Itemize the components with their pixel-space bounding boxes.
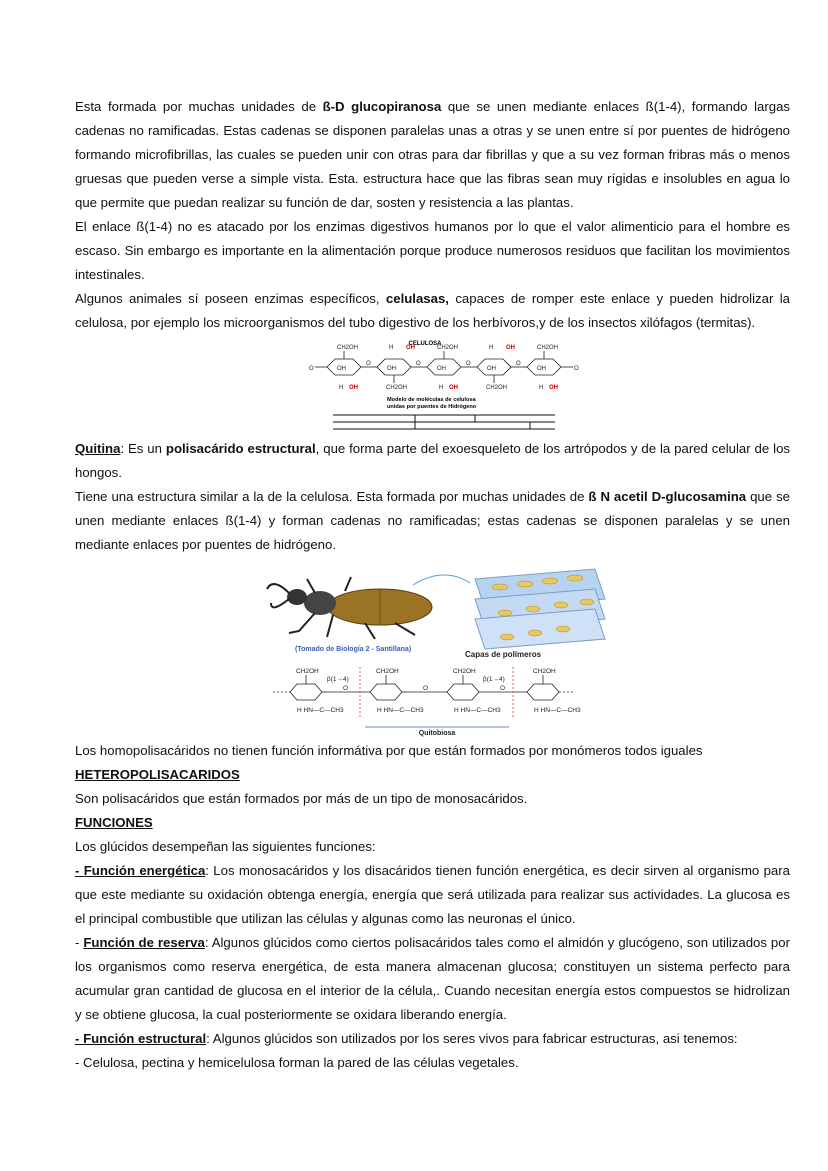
quitina-paragraph-2	[75, 485, 790, 557]
ch2oh-label: CH2OH	[453, 668, 476, 675]
celulosa-paragraph-3	[75, 287, 790, 335]
ch2oh-label: CH2OH	[386, 385, 408, 391]
o-label: O	[343, 685, 349, 692]
text-run: : Es un	[120, 441, 166, 456]
text-run: : Algunos glúcidos como ciertos polisacáridos tales como el almidón y glucógeno, son utilizados por los organismos como reserva energética, de esta manera almacenan glucosa; constituyen un sistema perfecto para acumular gran cantidad de glucosa en el interior de la célula,. Cuando necesitan energía estos compuestos se hidrolizan y se obtiene glucosa, la cual posteriormente se oxidara liberando energía.	[75, 935, 790, 1022]
o-label: O	[466, 361, 471, 367]
funcion-estructural	[75, 1027, 790, 1051]
cellulose-title: CELULOSA	[408, 341, 442, 347]
bold-term: polisacárido estructural	[165, 441, 316, 456]
oh-label: OH	[349, 385, 358, 391]
bond-label: β(1→4)	[327, 676, 349, 683]
chitin-diagram	[75, 567, 790, 739]
text-run: : Los monosacáridos y los disacáridos tienen función energética, es decir sirven al organismo para que este mediante su oxidación obtenga energía, energía que será utilizada para realizar sus actividades. La glucosa es el principal combustible que utilizan las células y algunas como las neuronas el único.	[75, 863, 790, 926]
oh-label: OH	[537, 366, 546, 372]
quitina-paragraph-1	[75, 437, 790, 485]
beetle-thorax	[304, 591, 336, 615]
bond-label: β(1→4)	[483, 676, 505, 683]
estructural-item-1: - Celulosa, pectina y hemicelulosa forman la pared de las células vegetales.	[75, 1055, 519, 1070]
cellulose-diagram	[75, 337, 790, 433]
homopolisacaridos-text: Los homopolisacáridos no tienen función informátiva por que están formados por monómeros todos iguales	[75, 743, 703, 758]
text-run: que se unen mediante enlaces ß(1-4) y forman cadenas no ramificadas; estas cadenas se disponen paralelas y se unen mediante enlaces por puentes de hidrógeno.	[75, 489, 790, 552]
h-label: H	[339, 385, 344, 391]
o-label: O	[416, 361, 421, 367]
text-run: capaces de romper este enlace y pueden hidrolizar la celulosa, por ejemplo los microorganismos del tubo digestivo de los herbívoros,y de los insectos xilófagos (termitas).	[75, 291, 790, 330]
oh-label: OH	[449, 385, 458, 391]
text-run: Algunos animales sí poseen enzimas específicos,	[75, 291, 386, 306]
chitin-chain	[273, 667, 575, 727]
layers-label: Capas de polímeros	[465, 650, 542, 659]
function-term: Función estructural	[83, 1031, 207, 1046]
o-label: O	[516, 361, 521, 367]
nh-label: H HN—C—CH3	[534, 707, 581, 714]
oh-label: OH	[487, 366, 496, 372]
nh-label: H HN—C—CH3	[454, 707, 501, 714]
dash: -	[75, 1031, 84, 1046]
text-run: , que forma parte del exoesqueleto de los artrópodos y de la pared celular de los hongos.	[75, 441, 790, 480]
funcion-energetica	[75, 859, 790, 931]
document-page	[75, 95, 790, 1075]
cellulose-caption-line-1: Modelo de moléculas de celulosa	[387, 397, 476, 403]
h-label: H	[439, 385, 444, 391]
nh-label: H HN—C—CH3	[377, 707, 424, 714]
cellulose-figure	[75, 337, 790, 433]
text-run: Tiene una estructura similar a la de la celulosa. Esta formada por muchas unidades de	[75, 489, 589, 504]
celulosa-paragraph-2: El enlace ß(1-4) no es atacado por los enzimas digestivos humanos por lo que el valor alimenticio para el hombre es escaso. Sin embargo es importante en la alimentación porque produce numerosos residuos que facilitan los movimientos intestinales.	[75, 219, 790, 282]
o-label: O	[366, 361, 371, 367]
dash: -	[75, 935, 84, 950]
nh-label: H HN—C—CH3	[297, 707, 344, 714]
funcion-reserva	[75, 931, 790, 1027]
text-run: : Algunos glúcidos son utilizados por los seres vivos para fabricar estructuras, asi tenemos:	[206, 1031, 738, 1046]
heteropolisacaridos-heading: HETEROPOLISACARIDOS	[75, 767, 240, 782]
ch2oh-label: CH2OH	[486, 385, 508, 391]
ch2oh-label: CH2OH	[296, 668, 319, 675]
funciones-intro: Los glúcidos desempeñan las siguientes funciones:	[75, 839, 376, 854]
quitobiosa-label: Quitobiosa	[418, 730, 456, 737]
beetle-illustration	[267, 577, 432, 639]
chitin-figure	[75, 567, 790, 739]
oh-label: OH	[437, 366, 446, 372]
microfibril-lines	[333, 415, 555, 429]
h-label: H	[539, 385, 544, 391]
quitina-term: Quitina	[75, 441, 121, 456]
oh-label: OH	[406, 345, 415, 351]
dash: -	[75, 863, 84, 878]
cellulose-caption-line-2: unidas por puentes de Hidrógeno	[387, 404, 477, 410]
o-label: O	[423, 685, 429, 692]
ch2oh-label: CH2OH	[533, 668, 556, 675]
text-run: Esta formada por muchas unidades de	[75, 99, 323, 114]
function-term: Función de reserva	[83, 935, 205, 950]
beetle-head	[287, 589, 307, 605]
funciones-heading: FUNCIONES	[75, 815, 153, 830]
heteropolisacaridos-text: Son polisacáridos que están formados por más de un tipo de monosacáridos.	[75, 791, 528, 806]
h-label: H	[389, 345, 394, 351]
oh-label: OH	[506, 345, 515, 351]
o-label: O	[309, 366, 314, 372]
text-run: que se unen mediante enlaces ß(1-4), formando largas cadenas no ramificadas. Estas cadenas se disponen paralelas unas a otras y se unen entre sí por puentes de hidrógeno formando microfibrillas, las cuales se pueden unir con otras para dar fibrillas y que a su vez forman fribras más o menos gruesas que pueden verse a simple vista. Esta. estructura hace que las fibras sean muy rígidas e insolubles en agua lo que permite que puedan realizar su función de dar, sosten y resistencia a las plantas.	[75, 99, 790, 210]
bold-term: ß-D glucopiranosa	[322, 99, 442, 114]
o-label: O	[574, 366, 579, 372]
oh-label: OH	[549, 385, 558, 391]
h-label: H	[489, 345, 494, 351]
o-label: O	[500, 685, 506, 692]
polymer-layers	[475, 569, 605, 649]
ch2oh-label: CH2OH	[537, 345, 559, 351]
oh-label: OH	[337, 366, 346, 372]
ch2oh-label: CH2OH	[337, 345, 359, 351]
source-credit: (Tomado de Biología 2 - Santillana)	[295, 646, 412, 653]
ch2oh-label: CH2OH	[437, 345, 459, 351]
function-term: Función energética	[83, 863, 206, 878]
ch2oh-label: CH2OH	[376, 668, 399, 675]
celulosa-paragraph-1	[75, 95, 790, 215]
bold-term: ß N acetil D-glucosamina	[588, 489, 747, 504]
bold-term: celulasas,	[385, 291, 449, 306]
oh-label: OH	[387, 366, 396, 372]
